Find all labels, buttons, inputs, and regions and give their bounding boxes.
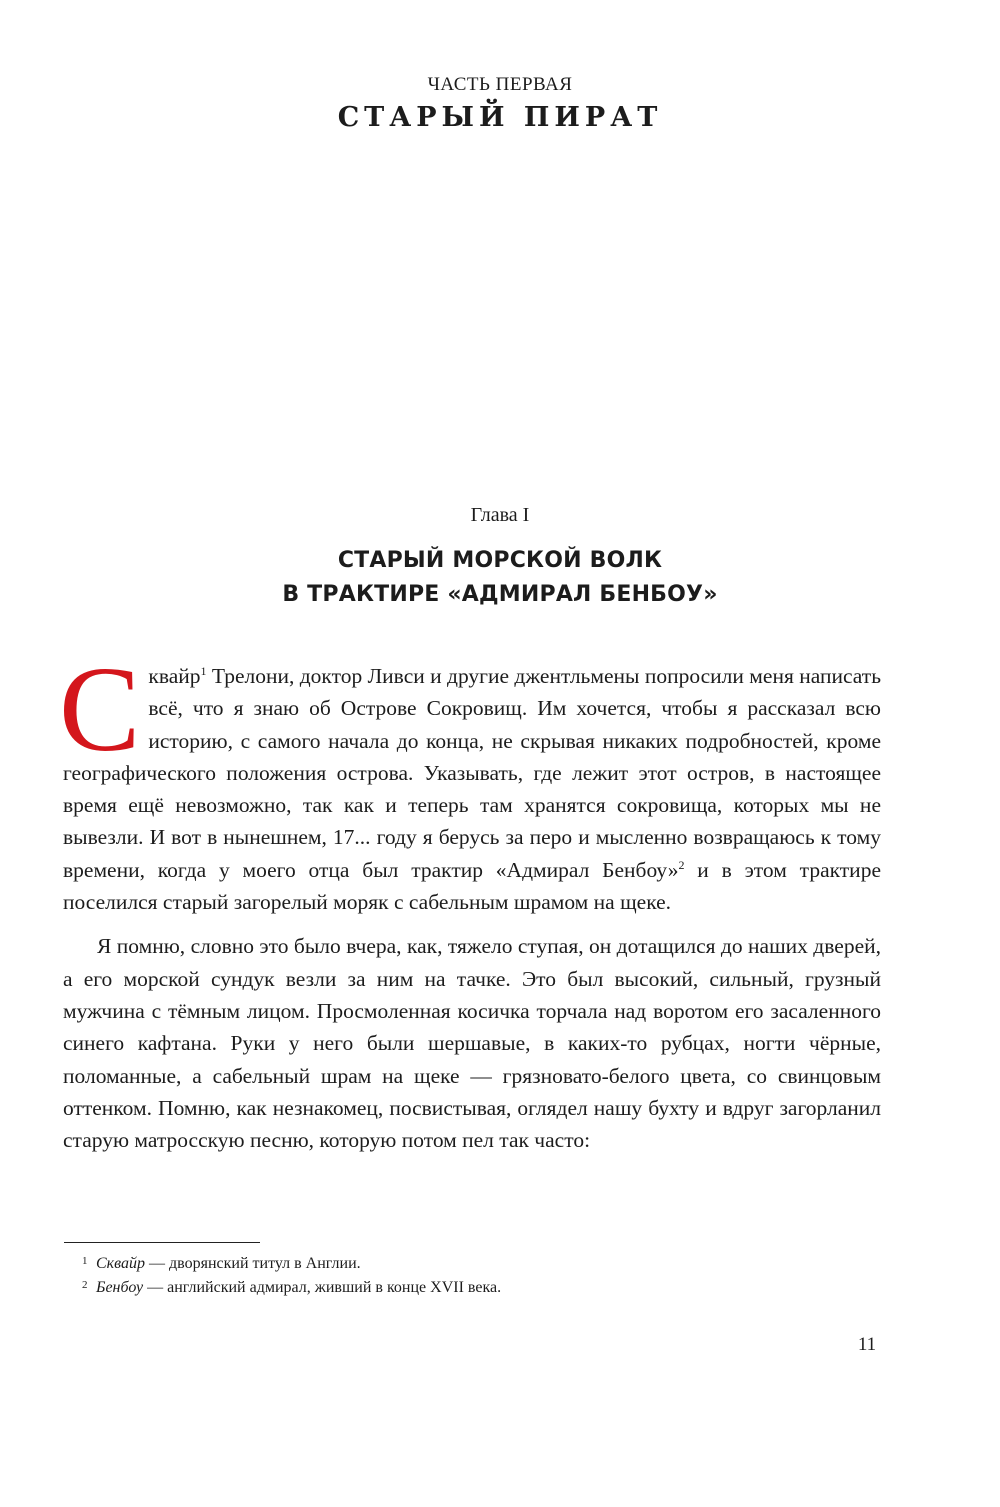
chapter-title-line-1: СТАРЫЙ МОРСКОЙ ВОЛК [337,548,663,573]
part-label: ЧАСТЬ ПЕРВАЯ [427,74,573,95]
footnote-divider [64,1242,260,1243]
drop-cap: С [59,642,141,777]
footnote-number: 2 [82,1279,88,1291]
paragraph-2: Я помню, словно это было вчера, как, тяжело ступая, он дотащился до наших дверей, а его морской сундук везли за ним на тачке. Это был высокий, сильный, грузный мужчина с тёмным лицом. Просмоленная косичка торчала над воротом его засаленного синего кафтана. Руки у него были шершавые, в каких-то рубцах, ногти чёрные, поломанные, а сабельный шрам на щеке — грязновато-белого цвета, со свинцовым оттенком. Помню, как незнакомец, посвистывая, оглядел нашу бухту и вдруг загорланил старую матросскую песню, которую потом пел так часто: [63,934,881,1153]
paragraph-1 [59,642,881,918]
chapter-body [59,642,881,1156]
paragraph-1-text-b: Трелони, доктор Ливси и другие джентльмены попросили меня написать всё, что я знаю об Острове Сокровищ. Им хочется, чтобы я рассказал всю историю, с самого начала до конца, не скрывая никаких подробностей, кроме географического положения острова. Указывать, где лежит этот остров, в настоящее время ещё невозможно, так как и теперь там хранятся сокровища, которых мы не вывезли. И вот в нынешнем, 17... году я берусь за перо и мысленно возвращаюсь к тому времени, когда у моего отца был трактир «Адмирал Бенбоу» [63,664,881,882]
footnote-term: Сквайр [96,1255,145,1272]
footnotes [82,1252,876,1300]
paragraph-1-text-a: квайр [148,664,201,688]
chapter-title-line-2: В ТРАКТИРЕ «АДМИРАЛ БЕНБОУ» [282,582,718,607]
footnote-term: Бенбоу [96,1279,144,1296]
page-number: 11 [857,1334,877,1355]
footnote-ref-2: 2 [678,857,685,872]
footnote-number: 1 [82,1255,88,1267]
footnote-2 [82,1276,876,1300]
chapter-label: Глава I [470,504,530,526]
paragraph-1-text-c: и в этом трактире поселился старый загорелый моряк с сабельным шрамом на щеке. [63,857,881,915]
chapter-title [0,544,1000,612]
footnote-text: — дворянский титул в Англии. [145,1255,361,1272]
footnote-text: — английский адмирал, живший в конце XVII века. [143,1279,502,1296]
footnote-1 [82,1252,876,1276]
part-title: СТАРЫЙ ПИРАТ [337,102,663,133]
footnote-ref-1: 1 [200,663,207,678]
